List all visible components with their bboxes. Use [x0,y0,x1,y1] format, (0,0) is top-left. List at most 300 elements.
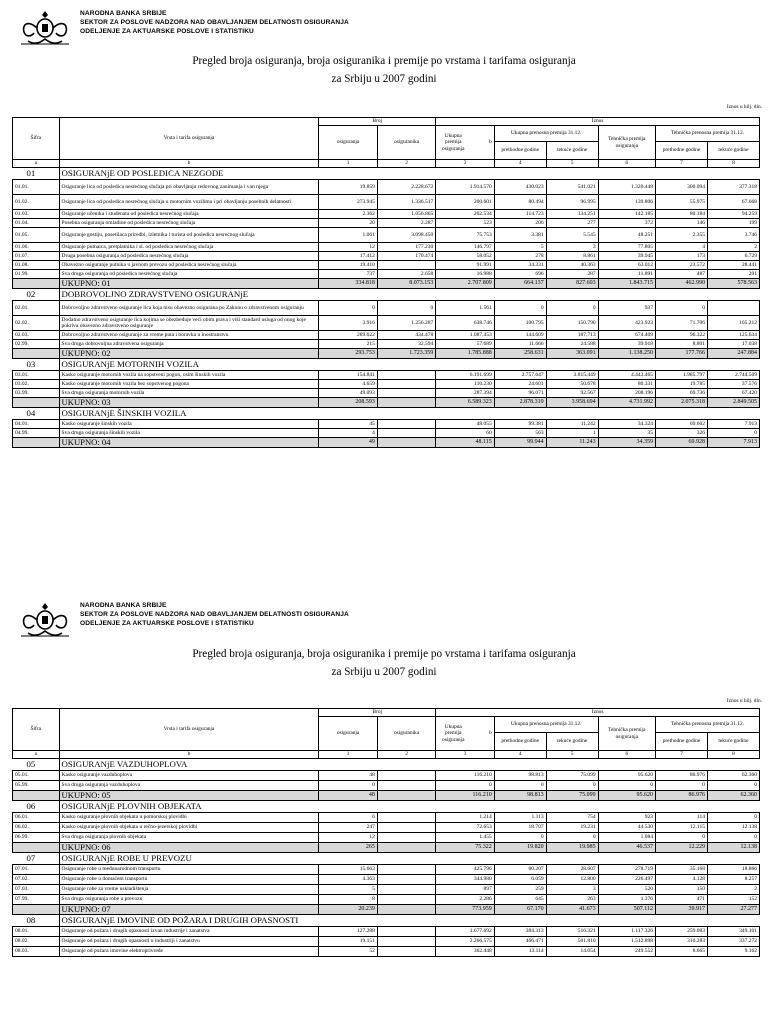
total-value: 116.210 [436,791,494,801]
value-cell: 523 [436,219,494,228]
tariff-code: 06.01. [13,813,60,823]
column-header-ukupna-premija [436,717,494,751]
section-name: OSIGURANjE PLOVNIH OBJEKATA [59,801,759,813]
value-cell: 69.602 [656,420,708,429]
total-value [377,398,435,408]
total-value: 2.878.319 [494,398,546,408]
value-cell: 6.729 [707,252,759,261]
unit-note: Iznos u hilj. din. [726,698,762,704]
table-row [13,420,760,429]
value-cell: 14.054 [546,947,598,957]
column-index-label: b [59,160,319,168]
value-cell: 62.360 [707,771,759,781]
table-row [13,771,760,781]
total-value: 49 [319,438,377,448]
value-cell: 12.115 [656,823,708,833]
column-header-tekuce-3: tekuće godine [707,142,759,160]
value-cell: 6.059 [494,875,546,885]
column-group-prenosna: Ukupna prenosna premija 31.12. [494,717,598,733]
value-cell: 5 [319,885,377,895]
value-cell: 32.594 [377,340,435,349]
total-value: 2.849.505 [707,398,759,408]
value-cell: 1.056.865 [377,210,435,219]
value-cell: 146.797 [436,243,494,252]
value-cell: 18.707 [494,823,546,833]
tariff-name: Posebna osiguranja omladine od posledica nesrećnog slučaja [59,219,319,228]
total-value: 86.976 [656,791,708,801]
value-cell: 1.087.453 [436,331,494,340]
column-index-label: 2 [377,160,435,168]
column-index-label: 4 [494,160,546,168]
value-cell: 63.012 [598,261,655,270]
letterhead [18,600,758,640]
total-value: 19.985 [546,843,598,853]
column-group-tehnicka-prenosna: Tehnička prenosna premija 31.12. [656,717,760,733]
value-cell: 372 [598,219,655,228]
value-cell: 110.230 [436,380,494,389]
value-cell: 0 [656,833,708,843]
total-value: 11.243 [546,438,598,448]
tariff-name: Osiguranje robe u domaćem transportu [59,875,319,885]
tariff-code: 05.01. [13,771,60,781]
total-row [13,905,760,915]
tariff-code: 04.99. [13,429,60,438]
section-code: 03 [26,359,36,370]
column-group-iznos: Iznos [436,118,760,126]
value-cell: 1 [546,429,598,438]
value-cell: 2.362 [319,210,377,219]
value-cell: 1.376 [598,895,655,905]
value-cell: 177.230 [377,243,435,252]
value-cell: 1.512.898 [598,937,655,947]
table-row [13,781,760,791]
value-cell: 71.706 [656,316,708,331]
section-name: OSIGURANjE ROBE U PREVOZU [59,853,759,865]
value-cell: 44.530 [598,823,655,833]
value-cell: 6 [319,813,377,823]
value-cell: 28.607 [546,865,598,875]
total-value: 247.884 [707,349,759,359]
value-cell: 1.336.517 [377,195,435,210]
value-cell: 384.313 [494,927,546,937]
value-cell: 58.052 [436,252,494,261]
value-cell: 259.083 [656,927,708,937]
table-row [13,228,760,243]
value-cell: 99.381 [494,420,546,429]
value-cell: 3.815.449 [546,371,598,380]
total-value: 2.707.809 [436,279,494,289]
value-cell: 80.184 [656,210,708,219]
value-cell: 247 [319,823,377,833]
value-cell: 278 [494,252,546,261]
total-value: 1.138.250 [598,349,655,359]
value-cell: 39.945 [598,252,655,261]
value-cell [377,261,435,270]
value-cell: 202.534 [436,210,494,219]
value-cell: 501.810 [546,937,598,947]
value-cell [377,420,435,429]
value-cell: 1.061 [319,228,377,243]
table-row [13,895,760,905]
report-title [0,645,768,681]
value-cell: 1.455 [436,833,494,843]
tariff-code: 07.01. [13,865,60,875]
value-cell: 696 [494,270,546,279]
value-cell: 187.713 [546,331,598,340]
column-header-tekuce-1: tekuće godine [546,142,598,160]
tariff-name: Osiguranje učenika i studenata od posledica nesrećnog slučaja [59,210,319,219]
total-row [13,349,760,359]
value-cell: 0 [656,781,708,791]
table-row [13,865,760,875]
column-header-osiguranja: osiguranja [319,717,377,751]
value-cell: 18.866 [707,865,759,875]
total-value: 12.138 [707,843,759,853]
tariff-code: 01.02. [13,195,60,210]
value-cell: 2.287 [377,219,435,228]
table-row [13,331,760,340]
bank-name: NARODNA BANKA SRBIJE [80,602,167,609]
value-cell: 0 [494,833,546,843]
total-value: 69.928 [656,438,708,448]
value-cell: 310.283 [656,937,708,947]
value-cell: 1.113 [494,813,546,823]
tariff-name: Sva druga osiguranja plovnih objekata [59,833,319,843]
value-cell: 72.653 [436,823,494,833]
sector-name: SEKTOR ZA POSLOVE NADZORA NAD OBAVLJANJEM DELATNOSTI OSIGURANJA [80,19,349,26]
value-cell: 754 [546,813,598,823]
value-cell: 146 [656,219,708,228]
total-value: 3.958.694 [546,398,598,408]
value-cell: 5 [494,243,546,252]
column-header-tehnicka: Tehnička premija osiguranja [598,126,655,160]
column-index-label: 5 [546,160,598,168]
total-value: 7.913 [707,438,759,448]
value-cell: 50.678 [546,380,598,389]
value-cell: 17.412 [319,252,377,261]
value-cell: 91.991 [436,261,494,270]
ukupna-premija-text: Ukupna premija osiguranja [442,723,465,743]
value-cell: 35 [598,429,655,438]
column-header-prethodne-0: prethodne godine [494,142,546,160]
letterhead-text [80,9,349,36]
section-row [13,853,760,865]
value-cell: 287.394 [436,389,494,398]
value-cell: 48.251 [598,228,655,243]
value-cell: 170.474 [377,252,435,261]
value-cell: 487 [656,270,708,279]
department-name: ODELJENJE ZA AKTUARSKE POSLOVE I STATISTIKU [80,28,254,35]
value-cell: 273.945 [319,195,377,210]
tariff-name: Kasko osiguranje šinskih vozila [59,420,319,429]
value-cell: 337.272 [707,937,759,947]
column-header-prethodne-2: prethodne godine [656,733,708,751]
report-title-line1: Pregled broja osiguranja, broja osiguranika i premije po vrstama i tarifama osiguranja [192,648,576,660]
column-header-sifra: Šifra [13,709,60,751]
total-value: 12.229 [656,843,708,853]
value-cell: 516.321 [546,927,598,937]
value-cell: 3 [546,243,598,252]
column-header-prethodne-2: prethodne godine [656,142,708,160]
total-value: 2.075.318 [656,398,708,408]
table-row [13,180,760,195]
section-code: 02 [26,289,36,300]
table-row [13,301,760,316]
table-row [13,823,760,833]
report-title [0,52,768,88]
value-cell: 4.659 [319,380,377,389]
coat-of-arms-icon [18,600,72,640]
value-cell: 215 [319,340,377,349]
total-value: 27.277 [707,905,759,915]
total-value: 177.766 [656,349,708,359]
table-row [13,389,760,398]
value-cell: 67.420 [707,389,759,398]
total-label: UKUPNO: 03 [59,398,319,408]
total-value: 265 [319,843,377,853]
value-cell: 96.995 [546,195,598,210]
value-cell [707,301,759,316]
value-cell: 4.443.465 [598,371,655,380]
value-cell: 11.666 [494,340,546,349]
column-header-osiguranika: osiguranika [377,126,435,160]
value-cell: 0 [436,781,494,791]
value-cell: 0 [377,301,435,316]
value-cell: 377.318 [707,180,759,195]
value-cell: 12.138 [707,823,759,833]
total-value: 8.073.153 [377,279,435,289]
value-cell: 49.093 [319,389,377,398]
section-name: OSIGURANjE OD POSLEDICA NEZGODE [59,168,759,180]
value-cell: 114.723 [494,210,546,219]
value-cell: 96.071 [494,389,546,398]
total-spacer [13,398,60,408]
value-cell: 40.363 [546,261,598,270]
column-index-label: 7 [656,751,708,759]
section-code: 01 [26,168,36,179]
tariff-name: Druga posebna osiguranja od posledica nesrećnog slučaja [59,252,319,261]
tariff-code: 01.05. [13,228,60,243]
total-value [377,843,435,853]
value-cell: 1.985.797 [656,371,708,380]
value-cell: 28.441 [707,261,759,270]
column-index-label: 1 [319,751,377,759]
tariff-code: 06.99. [13,833,60,843]
value-cell: 277 [546,219,598,228]
value-cell: 60 [436,429,494,438]
value-cell: 0 [546,301,598,316]
value-cell: 1.561 [436,301,494,316]
value-cell: 3.916 [319,316,377,331]
value-cell [377,937,435,947]
value-cell [377,885,435,895]
section-code: 05 [26,759,36,770]
value-cell: 23.572 [656,261,708,270]
total-row [13,791,760,801]
total-value: 258.631 [494,349,546,359]
tariff-name: Osiguranje gostiju, posetilaca priredbi, izletnika i turista od posledica nesrećnog slučaja [59,228,319,243]
tariff-name: Kasko osiguranje plovnih objekata u rečno-jezerskoj plovidbi [59,823,319,833]
total-label: UKUPNO: 04 [59,438,319,448]
column-index-label: 8 [707,751,759,759]
tariff-code: 02.01. [13,301,60,316]
value-cell: 127.288 [319,927,377,937]
table-row [13,261,760,270]
total-value: 293.753 [319,349,377,359]
tariff-name: Sva druga dobrovoljna zdravstvena osiguranja [59,340,319,349]
tariff-code: 01.99. [13,270,60,279]
tariff-name: Osiguranje putnaica, pretplatnika i sl. od posledica nesrećnog slučaja [59,243,319,252]
section-code: 07 [26,853,36,864]
tariff-code: 02.99. [13,340,60,349]
column-index-label: 4 [494,751,546,759]
bank-name: NARODNA BANKA SRBIJE [80,10,167,17]
table-row [13,927,760,937]
letterhead [18,8,758,48]
value-cell: 45 [319,420,377,429]
value-cell: 349.101 [707,927,759,937]
table-row [13,210,760,219]
tariff-code: 01.07. [13,252,60,261]
value-cell: 17.038 [707,340,759,349]
tariff-code: 07.03. [13,885,60,895]
value-cell: 0 [546,781,598,791]
total-value: 48.115 [436,438,494,448]
column-group-tehnicka-prenosna: Tehnička prenosna premija 31.12. [656,126,760,142]
value-cell: 430.023 [494,180,546,195]
total-spacer [13,905,60,915]
total-value: 34.359 [598,438,655,448]
value-cell: 0 [707,833,759,843]
table-row [13,429,760,438]
value-cell [377,947,435,957]
value-cell: 150.790 [546,316,598,331]
total-value: 1.785.888 [436,349,494,359]
value-cell: 150 [656,885,708,895]
value-cell: 344.980 [436,875,494,885]
value-cell: 1.320.448 [598,180,655,195]
tariff-code: 03.01. [13,371,60,380]
value-cell: 7.913 [707,420,759,429]
tariff-name: Dobrovoljno zdravstveno osiguranje za vreme puta i boravka u inostranstvu [59,331,319,340]
total-spacer [13,438,60,448]
total-value: 664.137 [494,279,546,289]
value-cell [377,833,435,843]
value-cell: 0 [707,813,759,823]
tariff-name: Kasko osiguranje motornih vozila na sopstveni pogon, osim šinskih vozila [59,371,319,380]
column-header-tekuce-3: tekuće godine [707,733,759,751]
section-row [13,408,760,420]
value-cell [377,813,435,823]
unit-note: Iznos u hilj. din. [726,104,762,110]
value-cell: 541.021 [546,180,598,195]
value-cell: 19.859 [319,180,377,195]
value-cell: 19.231 [546,823,598,833]
value-cell: 37.576 [707,380,759,389]
report-table [12,708,760,957]
sector-name: SEKTOR ZA POSLOVE NADZORA NAD OBAVLJANJEM DELATNOSTI OSIGURANJA [80,611,349,618]
value-cell: 125.634 [707,331,759,340]
tariff-code: 02.02. [13,316,60,331]
value-cell: 0 [656,301,708,316]
tariff-name: Osiguranje robe u međunarodnom transportu [59,865,319,875]
value-cell: 937 [598,301,655,316]
ukupna-premija-label [438,724,491,743]
value-cell: 8.257 [707,875,759,885]
total-value: 1.843.715 [598,279,655,289]
value-cell: 8.665 [656,947,708,957]
column-index-label: 2 [377,751,435,759]
value-cell: 105.212 [707,316,759,331]
total-value: 4.731.992 [598,398,655,408]
table-row [13,833,760,843]
section-row [13,801,760,813]
column-header-osiguranika: osiguranika [377,717,435,751]
section-row [13,759,760,771]
value-cell: 69.736 [656,389,708,398]
value-cell [377,875,435,885]
value-cell: 897 [436,885,494,895]
section-name: OSIGURANjE VAZDUHOPLOVA [59,759,759,771]
value-cell: 80.331 [598,380,655,389]
value-cell: 35.168 [656,865,708,875]
value-cell: 466.471 [494,937,546,947]
report-title-line2: za Srbiju u 2007 godini [331,73,437,85]
value-cell: 19.151 [319,937,377,947]
section-name: OSIGURANjE MOTORNIH VOZILA [59,359,759,371]
total-value: 75.322 [436,843,494,853]
value-cell: 11.891 [598,270,655,279]
column-header-prethodne-0: prethodne godine [494,733,546,751]
value-cell: 9.162 [707,947,759,957]
total-value: 773.959 [436,905,494,915]
total-value: 19.820 [494,843,546,853]
value-cell: 144.609 [494,331,546,340]
tariff-code: 01.06. [13,243,60,252]
value-cell: 96.322 [656,331,708,340]
value-cell: 20 [319,219,377,228]
total-value: 39.917 [656,905,708,915]
value-cell: 8.861 [546,252,598,261]
table-row [13,195,760,210]
total-value: 48 [319,791,377,801]
section-row [13,168,760,180]
tariff-name: Obavezno osiguranje putnika u javnom prevozu od posledica nesrećnog slučaja [59,261,319,270]
table-row [13,340,760,349]
value-cell: 200.601 [436,195,494,210]
value-cell [377,771,435,781]
section-row [13,915,760,927]
value-cell: 249.552 [598,947,655,957]
section-row [13,359,760,371]
column-index-label: 8 [707,160,759,168]
total-spacer [13,279,60,289]
value-cell: 362.448 [436,947,494,957]
section-code: 08 [26,915,36,926]
column-group-iznos: Iznos [436,709,760,717]
total-label: UKUPNO: 02 [59,349,319,359]
total-value: 99.944 [494,438,546,448]
value-cell: 4.128 [656,875,708,885]
table-row [13,885,760,895]
value-cell: 142.185 [598,210,655,219]
total-row [13,398,760,408]
tariff-name: Sva druga osiguranja šinskih vozila [59,429,319,438]
column-index-label: a [13,160,60,168]
value-cell: 0 [319,781,377,791]
report-table [12,117,760,448]
ukupna-premija-label [438,133,491,152]
